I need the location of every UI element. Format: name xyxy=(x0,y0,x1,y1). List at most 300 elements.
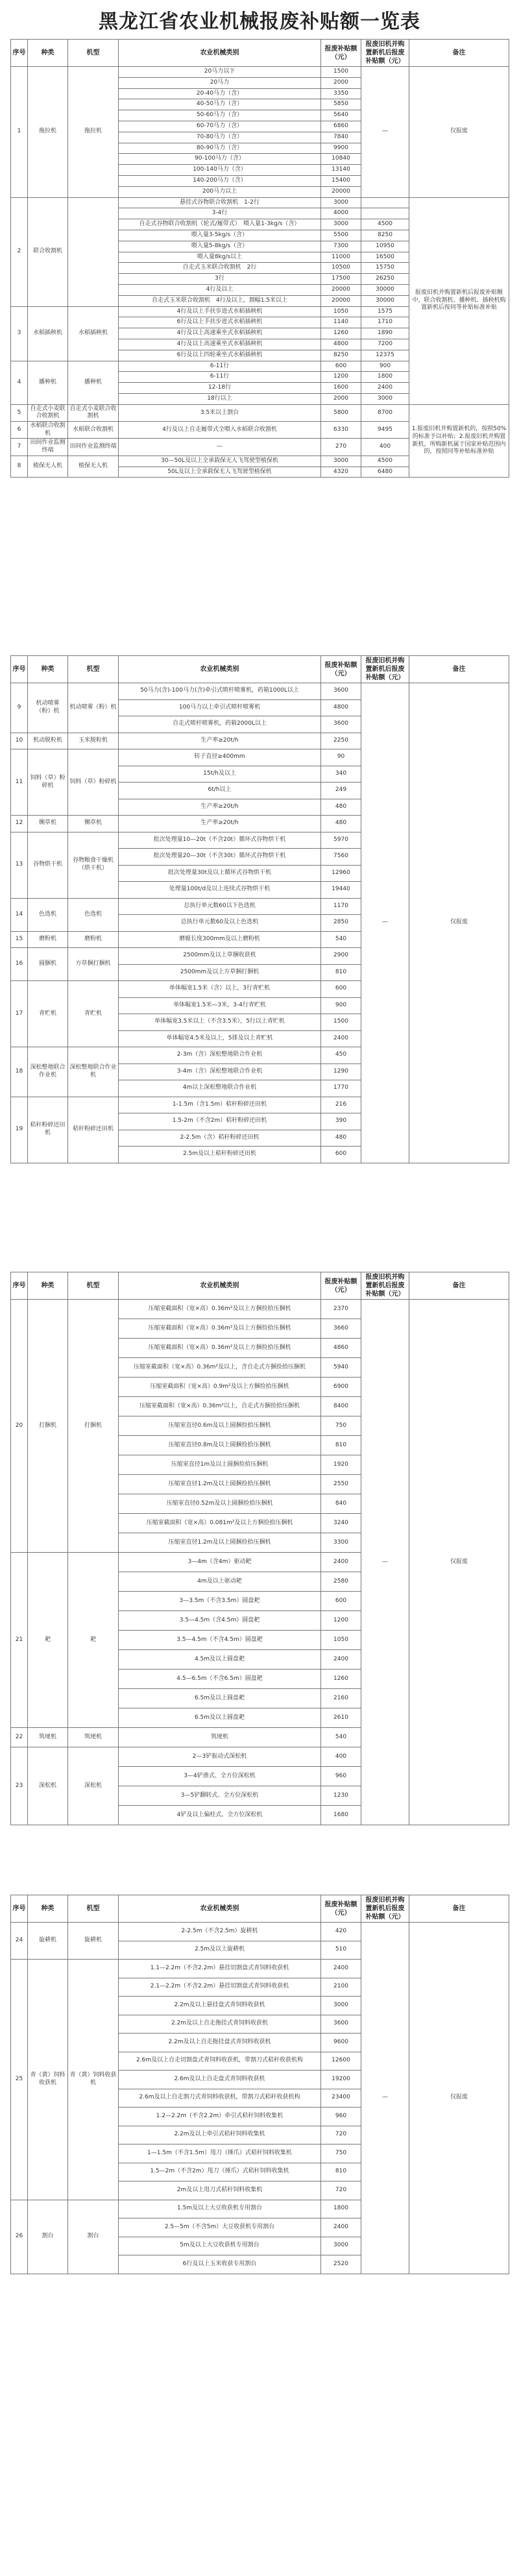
row-category: 90-100马力（含） xyxy=(119,154,321,165)
row-replace-subsidy: 26250 xyxy=(361,274,409,285)
row-subsidy: 9900 xyxy=(321,143,361,154)
row-category: 20马力 xyxy=(119,77,321,88)
table-row xyxy=(11,67,509,78)
row-subsidy: 5940 xyxy=(321,1358,361,1378)
row-category: 2.1—2.2m（不含2.2m）悬挂切割盘式青饲料收获机 xyxy=(119,1978,321,1997)
subsidy-table xyxy=(10,1895,509,2274)
row-category: 6t/h以上 xyxy=(119,783,321,799)
row-subsidy: 20000 xyxy=(321,186,361,197)
header-subsidy: 报废补贴额（元） xyxy=(321,656,361,683)
row-replace-subsidy: 1800 xyxy=(361,372,409,383)
row-model: 深松整地联合作业机 xyxy=(68,1047,119,1097)
row-serial: 22 xyxy=(11,1728,28,1747)
row-category: 4行及以上高速乘坐式水稻插秧机 xyxy=(119,328,321,339)
row-serial: 23 xyxy=(11,1747,28,1825)
row-category: 2.5—5m（不含5m）大豆收获机专用割台 xyxy=(119,2218,321,2237)
table-page-1 xyxy=(10,39,509,478)
row-subsidy: 960 xyxy=(321,1767,361,1786)
row-subsidy: 340 xyxy=(321,766,361,783)
row-serial: 5 xyxy=(11,404,28,421)
row-subsidy: 1600 xyxy=(321,383,361,394)
row-category: 压缩室截面积（宽×高）0.081m²及以上方捆捡拾压捆机 xyxy=(119,1514,321,1533)
row-subsidy: 2610 xyxy=(321,1708,361,1728)
row-replace-subsidy: 30000 xyxy=(361,284,409,295)
row-category: 6.5m及以上圆盘耙 xyxy=(119,1689,321,1708)
row-subsidy: 5850 xyxy=(321,99,361,110)
row-category: 压缩室截面积（宽×高）0.36m²及以上方捆捡拾压捆机 xyxy=(119,1300,321,1319)
row-replace-subsidy: 8700 xyxy=(361,404,409,421)
row-subsidy: 20000 xyxy=(321,284,361,295)
row-subsidy: 10840 xyxy=(321,154,361,165)
row-category: 4m及以上驱动耙 xyxy=(119,1572,321,1592)
row-model: 旋耕机 xyxy=(68,1923,119,1960)
row-subsidy: 2000 xyxy=(321,77,361,88)
header-remark: 备注 xyxy=(409,1272,509,1300)
row-subsidy: 4860 xyxy=(321,1339,361,1358)
row-category: 60-70马力（含） xyxy=(119,121,321,132)
row-category: 单体幅宽3.5米以上（不含3.5米），5行以上青贮机 xyxy=(119,1014,321,1031)
header-remark: 备注 xyxy=(409,1895,509,1923)
row-subsidy: 2400 xyxy=(321,1030,361,1047)
row-model: 植保无人机 xyxy=(68,456,119,478)
row-category: 2.2m及以上牵引式秸秆饲料收集机 xyxy=(119,2126,321,2145)
row-category: 2.5m及以上秸秆粉碎还田机 xyxy=(119,1147,321,1163)
row-subsidy: 1290 xyxy=(321,1063,361,1080)
header-subsidy: 报废补贴额（元） xyxy=(321,1272,361,1300)
row-replace-subsidy: — xyxy=(361,683,409,1163)
row-subsidy: 3600 xyxy=(321,2015,361,2034)
row-serial: 17 xyxy=(11,981,28,1047)
row-category: 1.5—2m（不含2m）甩刀（捶爪）式秸秆饲料收集机 xyxy=(119,2163,321,2181)
row-subsidy: 12600 xyxy=(321,2052,361,2071)
row-category: 生产率≥20t/h xyxy=(119,733,321,749)
header-replace-subsidy: 报废旧机并购置新机后报废补贴额（元） xyxy=(361,1895,409,1923)
row-subsidy: 1260 xyxy=(321,1670,361,1689)
row-serial: 3 xyxy=(11,306,28,361)
row-replace-subsidy: — xyxy=(361,67,409,198)
row-category: 压缩室截面积（宽×高）0.36m²及以上方捆捡拾压捆机 xyxy=(119,1319,321,1339)
row-category: 压缩室直径0.8m及以上圆捆捡拾压捆机 xyxy=(119,1436,321,1455)
row-subsidy: 1230 xyxy=(321,1786,361,1806)
row-model: 谷物粮食干燥机（烘干机） xyxy=(68,832,119,898)
row-subsidy: 3600 xyxy=(321,716,361,733)
header-kind: 种类 xyxy=(28,1895,68,1923)
row-remark: 报废旧机并购置新机后报废补贴额中，联合收割机、播种机、插秧机购置新机后按同等补贴标准补贴 xyxy=(409,197,509,404)
header-category: 农业机械类别 xyxy=(119,1895,321,1923)
row-category: 1.1—2.2m（不含2.2m）悬挂切割盘式青饲料收获机 xyxy=(119,1960,321,1978)
header-subsidy: 报废补贴额（元） xyxy=(321,40,361,67)
row-subsidy: 1770 xyxy=(321,1080,361,1097)
row-serial: 4 xyxy=(11,361,28,404)
row-subsidy: 5800 xyxy=(321,404,361,421)
row-subsidy: 6860 xyxy=(321,121,361,132)
row-category: 转子直径≥400mm xyxy=(119,749,321,766)
row-replace-subsidy: 30000 xyxy=(361,295,409,306)
row-category: 40-50马力（含） xyxy=(119,99,321,110)
row-replace-subsidy: — xyxy=(361,1300,409,1825)
row-kind: 自走式小麦联合收割机 xyxy=(28,404,68,421)
row-subsidy: 3350 xyxy=(321,88,361,99)
row-subsidy: 2850 xyxy=(321,915,361,932)
row-serial: 18 xyxy=(11,1047,28,1097)
row-subsidy: 23400 xyxy=(321,2089,361,2108)
row-subsidy: 20000 xyxy=(321,295,361,306)
row-category: 压缩室直径0.52m及以上圆捆捡拾压捆机 xyxy=(119,1494,321,1514)
row-subsidy: 6330 xyxy=(321,422,361,439)
row-model: 割台 xyxy=(68,2200,119,2274)
row-category: 3-4行 xyxy=(119,208,321,219)
row-category: 批次处理量20—30t（不含30t）循环式谷物烘干机 xyxy=(119,849,321,866)
row-subsidy: 249 xyxy=(321,783,361,799)
row-subsidy: 5500 xyxy=(321,230,361,241)
table-row xyxy=(11,1300,509,1319)
table-page-3 xyxy=(10,1272,509,1825)
table-row xyxy=(11,197,509,208)
row-kind: 播种机 xyxy=(28,361,68,404)
row-serial: 8 xyxy=(11,456,28,478)
row-category: 3.5—4.5m（含4.5m）圆盘耙 xyxy=(119,1611,321,1631)
row-kind: 铡草机 xyxy=(28,816,68,832)
row-category: 喂入量8kg/s以上 xyxy=(119,252,321,263)
row-kind: 水稻联合收割机 xyxy=(28,422,68,439)
row-subsidy: 270 xyxy=(321,439,361,456)
header-kind: 种类 xyxy=(28,1272,68,1300)
row-category: 200马力以上 xyxy=(119,186,321,197)
row-category: 4.5—6.5m（不含6.5m）圆盘耙 xyxy=(119,1670,321,1689)
row-replace-subsidy: 1575 xyxy=(361,306,409,317)
row-category: 20马力以下 xyxy=(119,67,321,78)
row-remark: 仅报废 xyxy=(409,683,509,1163)
row-subsidy: 7840 xyxy=(321,132,361,143)
row-subsidy: 12960 xyxy=(321,865,361,882)
row-kind: 耙 xyxy=(28,1553,68,1728)
row-subsidy: 400 xyxy=(321,1747,361,1767)
row-category: 30—50L及以上全承载保无人飞驾驶型植保机 xyxy=(119,456,321,467)
row-category: 3-4m（含）深松整地联合作业机 xyxy=(119,1063,321,1080)
row-serial: 19 xyxy=(11,1097,28,1163)
row-kind: 饲料（草）粉碎机 xyxy=(28,749,68,816)
header-category: 农业机械类别 xyxy=(119,656,321,683)
row-category: 自走式谷物联合收割机（轮式/履带式） 喂入量1-3kg/s（含） xyxy=(119,219,321,230)
row-category: 50L及以上全承载保无人飞驾驶型植保机 xyxy=(119,467,321,478)
row-model xyxy=(68,197,119,306)
row-subsidy: 11000 xyxy=(321,252,361,263)
row-category: 1-1.5m（含1.5m）秸秆粉碎还田机 xyxy=(119,1097,321,1113)
row-category: 3—3.5m（不含3.5m）圆盘耙 xyxy=(119,1592,321,1611)
row-category: 3—5铲翻转式、全方位深松机 xyxy=(119,1786,321,1806)
row-category: 18行以上 xyxy=(119,393,321,404)
row-subsidy: 1500 xyxy=(321,67,361,78)
row-serial: 21 xyxy=(11,1553,28,1728)
row-category: 70-80马力（含） xyxy=(119,132,321,143)
row-replace-subsidy xyxy=(361,197,409,208)
row-replace-subsidy xyxy=(361,208,409,219)
row-category: 3行 xyxy=(119,274,321,285)
row-category: 15t/h及以上 xyxy=(119,766,321,783)
row-category: 2.2m及以上自走拖挂式青饲料收获机 xyxy=(119,2015,321,2034)
row-kind: 色选机 xyxy=(28,898,68,931)
row-subsidy: 510 xyxy=(321,1941,361,1960)
row-category: 压缩室直径0.6m及以上圆捆捡拾压捆机 xyxy=(119,1416,321,1436)
row-replace-subsidy: 15750 xyxy=(361,263,409,274)
row-category: 总执行单元数60及以上色选机 xyxy=(119,915,321,932)
row-category: 悬挂式谷物联合收割机 1-2行 xyxy=(119,197,321,208)
row-category: 100-140马力（含） xyxy=(119,165,321,176)
row-category: 批次处理量30t及以上循环式谷物烘干机 xyxy=(119,865,321,882)
row-subsidy: 17500 xyxy=(321,274,361,285)
row-subsidy: 720 xyxy=(321,2181,361,2200)
row-replace-subsidy: 900 xyxy=(361,361,409,372)
row-subsidy: 3000 xyxy=(321,1997,361,2015)
row-subsidy: 540 xyxy=(321,931,361,948)
table-page-2 xyxy=(10,655,509,1163)
row-subsidy: 3660 xyxy=(321,1319,361,1339)
table-row xyxy=(11,404,509,421)
row-category: 4行及以上 xyxy=(119,284,321,295)
subsidy-table xyxy=(10,39,509,478)
row-category: 3.5米以上割台 xyxy=(119,404,321,421)
row-category: 1.5m及以上大豆收获机专用割台 xyxy=(119,2200,321,2218)
row-serial: 6 xyxy=(11,422,28,439)
row-subsidy: 2400 xyxy=(321,2218,361,2237)
row-category: 批次处理量10—20t（不含20t）循环式谷物烘干机 xyxy=(119,832,321,849)
row-category: 2-2.5m（含）秸秆粉碎还田机 xyxy=(119,1130,321,1147)
row-category: 单体幅宽4.5米及以上，5排及以上青贮机 xyxy=(119,1030,321,1047)
row-category: 1.2—2.2m（不含2.2m）牵引式秸秆饲料收集机 xyxy=(119,2108,321,2126)
row-subsidy: 480 xyxy=(321,1130,361,1147)
row-model: 饲料（草）粉碎机 xyxy=(68,749,119,816)
row-kind: 旋耕机 xyxy=(28,1923,68,1960)
row-subsidy: 840 xyxy=(321,1494,361,1514)
row-category: 6-11行 xyxy=(119,361,321,372)
row-category: 自走式喷杆喷雾机，药箱2000L以上 xyxy=(119,716,321,733)
table-row xyxy=(11,1923,509,1941)
row-category: 3—4铲凿式、全方位深松机 xyxy=(119,1767,321,1786)
row-category: 20-40马力（含） xyxy=(119,88,321,99)
row-kind: 割台 xyxy=(28,2200,68,2274)
row-subsidy: 3000 xyxy=(321,197,361,208)
row-category: 2500mm及以上草捆收获机 xyxy=(119,948,321,965)
row-category: 喂入量3-5kg/s（含） xyxy=(119,230,321,241)
row-remark: 仅报废 xyxy=(409,67,509,198)
subsidy-table xyxy=(10,1272,509,1825)
row-category: 2.6m及以上自走切割盘式青饲料收获机，带割刀式秸秆收获机构 xyxy=(119,2052,321,2071)
row-subsidy: 5640 xyxy=(321,110,361,121)
row-kind: 机动脱粒机 xyxy=(28,733,68,749)
header-serial: 序号 xyxy=(11,656,28,683)
row-category: 2—3铲振动式深松机 xyxy=(119,1747,321,1767)
row-subsidy: 810 xyxy=(321,2163,361,2181)
row-subsidy: 19440 xyxy=(321,882,361,899)
row-subsidy: 1920 xyxy=(321,1455,361,1475)
row-category: 单体幅宽1.5米（含）以上，3行青贮机 xyxy=(119,981,321,998)
row-kind: 田间作业监测终端 xyxy=(28,439,68,456)
header-model: 机型 xyxy=(68,656,119,683)
row-subsidy: 450 xyxy=(321,1047,361,1064)
row-subsidy: 750 xyxy=(321,1416,361,1436)
row-subsidy: 810 xyxy=(321,1436,361,1455)
header-serial: 序号 xyxy=(11,1895,28,1923)
row-category: 50马力(含)-100马力(含)牵引式喷杆喷雾机，药箱1000L以上 xyxy=(119,683,321,700)
header-kind: 种类 xyxy=(28,656,68,683)
row-kind: 筑埂机 xyxy=(28,1728,68,1747)
row-subsidy: 216 xyxy=(321,1097,361,1113)
row-subsidy: 2580 xyxy=(321,1572,361,1592)
row-model: 自走式小麦联合收割机 xyxy=(68,404,119,421)
row-subsidy: 3300 xyxy=(321,1533,361,1553)
row-subsidy: 4800 xyxy=(321,699,361,716)
row-replace-subsidy: — xyxy=(361,1923,409,2274)
row-subsidy: 1500 xyxy=(321,1014,361,1031)
row-model: 深松机 xyxy=(68,1747,119,1825)
row-replace-subsidy: 12375 xyxy=(361,350,409,361)
row-category: 1.5-2m（不含2m）秸秆粉碎还田机 xyxy=(119,1113,321,1130)
row-category: 4m以上深松整地联合作业机 xyxy=(119,1080,321,1097)
header-kind: 种类 xyxy=(28,40,68,67)
row-subsidy: 8400 xyxy=(321,1397,361,1416)
row-subsidy: 2160 xyxy=(321,1689,361,1708)
row-serial: 2 xyxy=(11,197,28,306)
row-category: 自走式玉米联合收割机 2行 xyxy=(119,263,321,274)
row-subsidy: 3000 xyxy=(321,2237,361,2255)
row-category: 自走式玉米联合收割机 4行及以上，割幅1.5米以上 xyxy=(119,295,321,306)
row-model: 玉米脱粒机 xyxy=(68,733,119,749)
row-subsidy: 1140 xyxy=(321,317,361,328)
row-category: 6行及以上玉米收获专用割台 xyxy=(119,2255,321,2274)
row-kind: 植保无人机 xyxy=(28,456,68,478)
row-subsidy: 750 xyxy=(321,2145,361,2163)
row-replace-subsidy: 16500 xyxy=(361,252,409,263)
row-subsidy: 3240 xyxy=(321,1514,361,1533)
row-kind: 秸秆粉碎还田机 xyxy=(28,1097,68,1163)
row-category: 喂入量5-8kg/s（含） xyxy=(119,241,321,252)
row-replace-subsidy: 400 xyxy=(361,439,409,456)
row-category: 压缩室截面积（宽×高）0.36m²及以上，含自走式方捆捡拾压捆机 xyxy=(119,1358,321,1378)
row-subsidy: 9600 xyxy=(321,2034,361,2052)
row-kind: 拖拉机 xyxy=(28,67,68,198)
row-subsidy: 1170 xyxy=(321,898,361,915)
row-category: 处理量100t/d及以上连续式谷物烘干机 xyxy=(119,882,321,899)
row-category: 100马力以上牵引式喷杆喷雾机 xyxy=(119,699,321,716)
row-subsidy: 1200 xyxy=(321,372,361,383)
row-subsidy: 720 xyxy=(321,2126,361,2145)
row-subsidy: 19200 xyxy=(321,2071,361,2089)
row-serial: 11 xyxy=(11,749,28,816)
row-category: 2.6m及以上自走盘式青饲料收获机 xyxy=(119,2071,321,2089)
row-category: 4行及以上手扶步进式水稻插秧机 xyxy=(119,306,321,317)
row-category: 压缩室截面积（宽×高）0.36m²以上，自走式方捆捡拾压捆机 xyxy=(119,1397,321,1416)
row-kind: 深松机 xyxy=(28,1747,68,1825)
row-subsidy: 600 xyxy=(321,1592,361,1611)
row-kind: 青（黄）饲料收获机 xyxy=(28,1960,68,2200)
row-category: 2-3m（含）深松整地联合作业机 xyxy=(119,1047,321,1064)
row-category: 4铲及以上偏柱式、全方位深松机 xyxy=(119,1806,321,1825)
row-replace-subsidy: 10950 xyxy=(361,241,409,252)
row-subsidy: 7560 xyxy=(321,849,361,866)
row-category: 3.5—4.5m（不含4.5m）圆盘耙 xyxy=(119,1631,321,1650)
row-category: 压缩室截面积（宽×高）0.9m²及以上方捆捡拾压捆机 xyxy=(119,1378,321,1397)
row-category: 80-90马力（含） xyxy=(119,143,321,154)
row-subsidy: 1800 xyxy=(321,2200,361,2218)
row-kind: 深松整地联合作业机 xyxy=(28,1047,68,1097)
row-serial: 16 xyxy=(11,948,28,981)
row-category: 2m及以上甩刀式秸秆饲料收集机 xyxy=(119,2181,321,2200)
row-remark: 1.报废旧机并购置新机的，按照50%的标准予以补贴；2.报废旧机并购置新机，所购新机属于国家补贴范围内的，按照同等补贴标准补贴 xyxy=(409,404,509,478)
row-serial: 20 xyxy=(11,1300,28,1553)
row-serial: 1 xyxy=(11,67,28,198)
row-replace-subsidy: 8250 xyxy=(361,230,409,241)
row-kind: 青贮机 xyxy=(28,981,68,1047)
table-page-4 xyxy=(10,1895,509,2274)
row-remark: 仅报废 xyxy=(409,1300,509,1825)
row-category: 3—4m（含4m）驱动耙 xyxy=(119,1553,321,1572)
row-replace-subsidy: 2400 xyxy=(361,383,409,394)
row-subsidy: 480 xyxy=(321,816,361,832)
row-replace-subsidy: 7200 xyxy=(361,339,409,350)
row-subsidy: 2550 xyxy=(321,1475,361,1494)
row-subsidy: 2520 xyxy=(321,2255,361,2274)
row-category: 140-200马力（含） xyxy=(119,175,321,186)
row-model: 磨粉机 xyxy=(68,931,119,948)
row-model: 青（黄）饲料收获机 xyxy=(68,1960,119,2200)
row-category: 1—1.5m（不含1.5m）甩刀（捶爪）式秸秆饲料收集机 xyxy=(119,2145,321,2163)
header-replace-subsidy: 报废旧机并购置新机后报废补贴额（元） xyxy=(361,40,409,67)
header-model: 机型 xyxy=(68,1895,119,1923)
row-subsidy: 5970 xyxy=(321,832,361,849)
row-subsidy: 7300 xyxy=(321,241,361,252)
row-subsidy: 960 xyxy=(321,2108,361,2126)
row-category: — xyxy=(119,439,321,456)
row-category: 6-11行 xyxy=(119,372,321,383)
row-category: 生产率≥20t/h xyxy=(119,799,321,816)
row-serial: 10 xyxy=(11,733,28,749)
row-kind: 谷物烘干机 xyxy=(28,832,68,898)
row-subsidy: 3000 xyxy=(321,456,361,467)
table-row xyxy=(11,683,509,700)
row-replace-subsidy: 3000 xyxy=(361,393,409,404)
header-replace-subsidy: 报废旧机并购置新机后报废补贴额（元） xyxy=(361,656,409,683)
row-category: 磨辊长度300mm及以上磨粉机 xyxy=(119,931,321,948)
header-serial: 序号 xyxy=(11,1272,28,1300)
header-model: 机型 xyxy=(68,40,119,67)
row-subsidy: 2900 xyxy=(321,948,361,965)
row-replace-subsidy: 1890 xyxy=(361,328,409,339)
subsidy-table xyxy=(10,655,509,1163)
header-serial: 序号 xyxy=(11,40,28,67)
row-category: 4行及以上高速乘坐式水稻插秧机 xyxy=(119,339,321,350)
row-model: 秸秆粉碎还田机 xyxy=(68,1097,119,1163)
row-kind: 磨粉机 xyxy=(28,931,68,948)
row-subsidy: 390 xyxy=(321,1113,361,1130)
row-subsidy: 2250 xyxy=(321,733,361,749)
row-category: 4.5m及以上圆盘耙 xyxy=(119,1650,321,1670)
row-category: 2.5m及以上旋耕机 xyxy=(119,1941,321,1960)
row-subsidy: 10500 xyxy=(321,263,361,274)
row-serial: 9 xyxy=(11,683,28,733)
row-subsidy: 4800 xyxy=(321,339,361,350)
row-subsidy: 1200 xyxy=(321,1611,361,1631)
row-category: 压缩室截面积（宽×高）0.36m²及以上方捆捡拾压捆机 xyxy=(119,1339,321,1358)
row-category: 单体幅宽1.5米—3米，3-4行青贮机 xyxy=(119,997,321,1014)
row-model: 水稻联合收割机 xyxy=(68,422,119,439)
row-model: 铡草机 xyxy=(68,816,119,832)
header-remark: 备注 xyxy=(409,40,509,67)
row-category: 6行及以上四轮乘坐式水稻插秧机 xyxy=(119,350,321,361)
row-model: 田间作业监测终端 xyxy=(68,439,119,456)
row-serial: 26 xyxy=(11,2200,28,2274)
row-subsidy: 90 xyxy=(321,749,361,766)
row-serial: 12 xyxy=(11,816,28,832)
